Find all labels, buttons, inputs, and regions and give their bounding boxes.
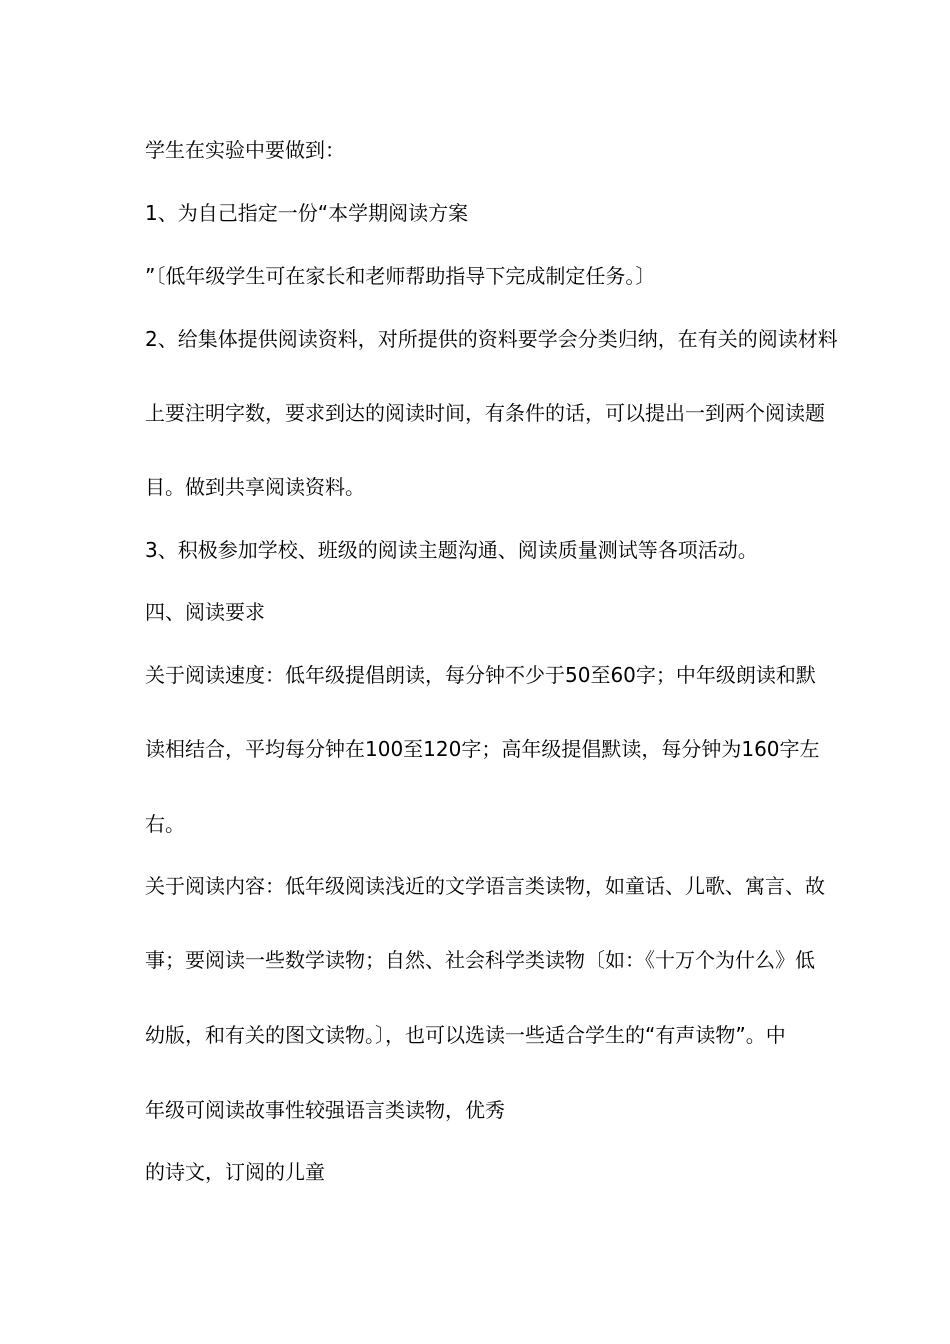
text-line-reading-speed-end: 右。 (145, 812, 185, 836)
text-line-item-2-continued: 上要注明字数，要求到达的阅读时间，有条件的话，可以提出一到两个阅读题 (145, 401, 825, 425)
text-line-item-2: 2、给集体提供阅读资料，对所提供的资料要学会分类归纳，在有关的阅读材料 (145, 327, 838, 351)
text-line-reading-speed: 关于阅读速度：低年级提倡朗读，每分钟不少于50至60字；中年级朗读和默 (145, 663, 816, 687)
text-line-reading-content-continued-2: 幼版，和有关的图文读物。〕，也可以选读一些适合学生的“有声读物”。中 (145, 1023, 786, 1047)
text-line-reading-content: 关于阅读内容：低年级阅读浅近的文学语言类读物，如童话、儿歌、寓言、故 (145, 874, 825, 898)
text-line-item-3: 3、积极参加学校、班级的阅读主题沟通、阅读质量测试等各项活动。 (145, 538, 758, 562)
text-line-reading-content-continued-4: 的诗文，订阅的儿童 (145, 1160, 325, 1184)
text-line-item-2-end: 目。做到共享阅读资料。 (145, 475, 365, 499)
text-line-item-1-continued: ”〔低年级学生可在家长和老师帮助指导下完成制定任务。〕 (145, 264, 656, 288)
text-line-reading-speed-continued: 读相结合，平均每分钟在100至120字；高年级提倡默读，每分钟为160字左 (145, 737, 820, 761)
section-heading-reading-requirements: 四、阅读要求 (145, 600, 265, 624)
text-line-experiment-intro: 学生在实验中要做到： (145, 138, 345, 162)
text-line-reading-content-continued-3: 年级可阅读故事性较强语言类读物，优秀 (145, 1098, 505, 1122)
text-line-item-1: 1、为自己指定一份“本学期阅读方案 (145, 201, 469, 225)
text-line-reading-content-continued-1: 事；要阅读一些数学读物；自然、社会科学类读物〔如：《十万个为什么》低 (145, 948, 815, 972)
